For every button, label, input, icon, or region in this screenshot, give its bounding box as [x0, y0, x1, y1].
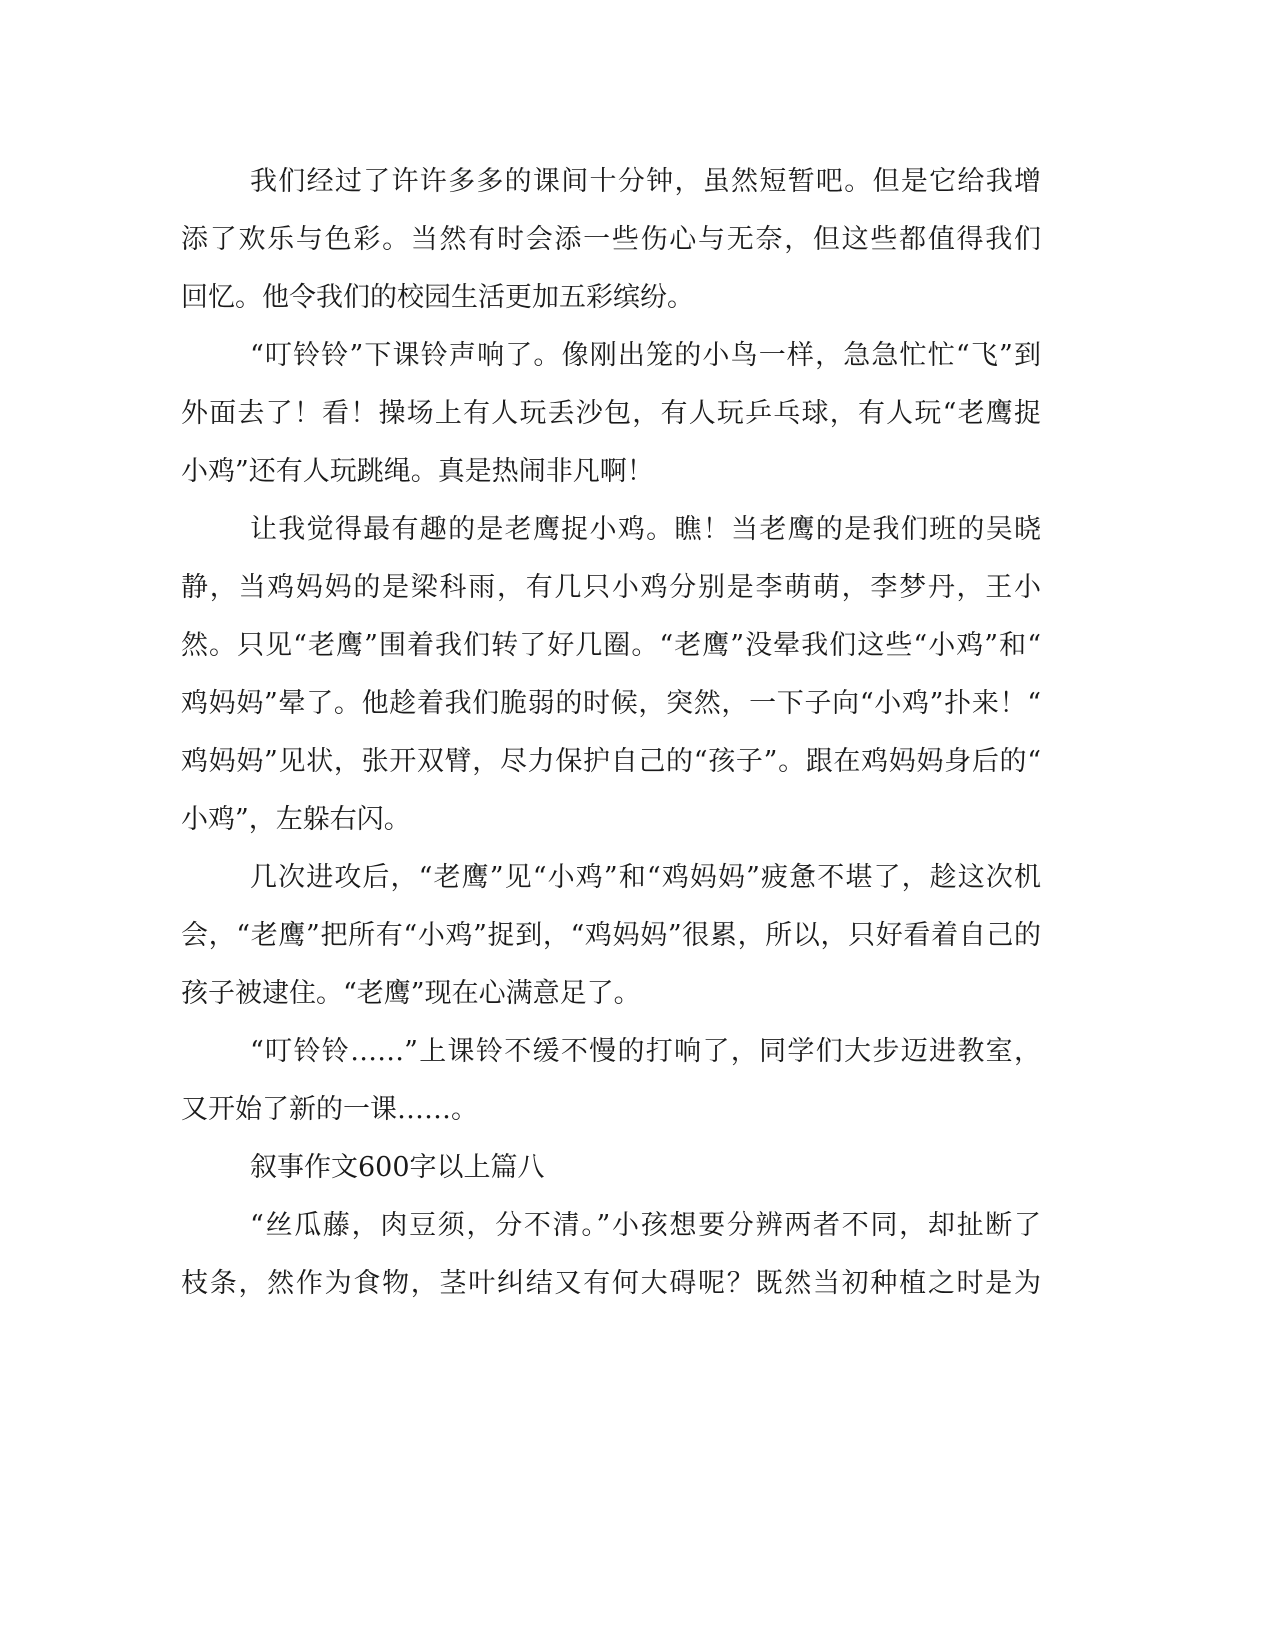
text-line: 然。只见“老鹰”围着我们转了好几圈。“老鹰”没晕我们这些“小鸡”和“ — [181, 630, 1041, 661]
text-line: “叮铃铃……”上课铃不缓不慢的打响了，同学们大步迈进教室， — [250, 1036, 1041, 1067]
text-line: 外面去了！看！操场上有人玩丢沙包，有人玩乒乓球，有人玩“老鹰捉 — [181, 398, 1041, 429]
text-line: 又开始了新的一课……。 — [181, 1094, 478, 1125]
text-line: 静，当鸡妈妈的是梁科雨，有几只小鸡分别是李萌萌，李梦丹，王小 — [181, 572, 1041, 603]
text-line: 枝条，然作为食物，茎叶纠结又有何大碍呢？既然当初种植之时是为 — [181, 1268, 1041, 1299]
text-line: “叮铃铃”下课铃声响了。像刚出笼的小鸟一样，急急忙忙“飞”到 — [250, 340, 1041, 371]
text-line: 鸡妈妈”晕了。他趁着我们脆弱的时候，突然，一下子向“小鸡”扑来！“ — [181, 688, 1041, 719]
text-line: 让我觉得最有趣的是老鹰捉小鸡。瞧！当老鹰的是我们班的吴晓 — [250, 514, 1041, 545]
section-heading: 叙事作文600字以上篇八 — [250, 1152, 545, 1183]
text-line: 孩子被逮住。“老鹰”现在心满意足了。 — [181, 978, 641, 1009]
text-line: 我们经过了许许多多的课间十分钟，虽然短暂吧。但是它给我增 — [250, 166, 1041, 197]
text-line: 添了欢乐与色彩。当然有时会添一些伤心与无奈，但这些都值得我们 — [181, 224, 1041, 255]
text-line: 会，“老鹰”把所有“小鸡”捉到，“鸡妈妈”很累，所以，只好看着自己的 — [181, 920, 1041, 951]
text-line: “丝瓜藤，肉豆须，分不清。”小孩想要分辨两者不同，却扯断了 — [250, 1210, 1041, 1241]
text-line: 鸡妈妈”见状，张开双臂，尽力保护自己的“孩子”。跟在鸡妈妈身后的“ — [181, 746, 1041, 777]
text-line: 小鸡”，左躲右闪。 — [181, 804, 411, 835]
text-line: 小鸡”还有人玩跳绳。真是热闹非凡啊！ — [181, 456, 654, 487]
text-line: 回忆。他令我们的校园生活更加五彩缤纷。 — [181, 282, 694, 313]
text-line: 几次进攻后，“老鹰”见“小鸡”和“鸡妈妈”疲惫不堪了，趁这次机 — [250, 862, 1041, 893]
